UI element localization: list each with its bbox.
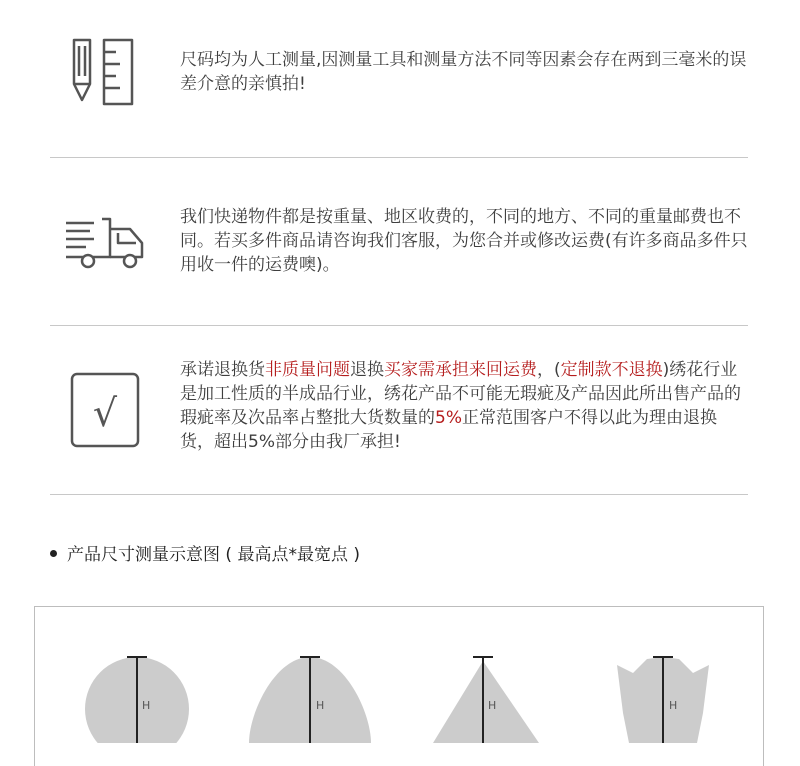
highlight-segment: 定制款不退换	[560, 360, 663, 380]
notice-shipping	[50, 205, 748, 285]
pencil-ruler-icon	[70, 36, 138, 112]
text-segment: ，(	[537, 360, 561, 380]
height-label: H	[316, 699, 325, 712]
highlight-segment: 5%	[435, 408, 462, 428]
section-title-text: 产品尺寸测量示意图 ( 最高点*最宽点 )	[67, 545, 360, 565]
triangle-shape	[431, 653, 541, 743]
delivery-truck-icon	[64, 213, 148, 277]
divider	[50, 157, 748, 158]
text-segment: 正常范围客户不得以此为理由退换货，超出5%部分由我厂承担!	[180, 408, 717, 452]
notice-text: 尺码均为人工测量,因测量工具和测量方法不同等因素会存在两到三毫米的误差介意的亲慎拍!	[180, 50, 747, 94]
section-title	[50, 540, 360, 565]
notice-measurement	[50, 36, 748, 116]
text-segment: )绣花行业是加工性质的半成品行业，绣花产品不可能无瑕疵及产品因此所出售产品的瑕疵率及次品率占整批大货数量的	[180, 360, 741, 428]
text-segment: 承诺退换货	[180, 360, 265, 380]
highlight-segment: 买家需承担来回运费	[384, 360, 537, 380]
bullet-icon	[50, 550, 57, 557]
measurement-diagram	[34, 606, 764, 766]
circle-shape	[81, 653, 193, 743]
notice-returns	[50, 358, 748, 468]
text-segment: 退换	[350, 360, 384, 380]
height-label: H	[669, 699, 678, 712]
divider	[50, 494, 748, 495]
height-label: H	[142, 699, 151, 712]
height-label: H	[488, 699, 497, 712]
shield-shape	[613, 653, 713, 743]
svg-text:√: √	[92, 391, 118, 435]
divider	[50, 325, 748, 326]
notice-text	[180, 358, 750, 454]
highlight-segment: 非质量问题	[265, 360, 350, 380]
checkbox-check-icon	[70, 372, 140, 454]
notice-text: 我们快递物件都是按重量、地区收费的，不同的地方、不同的重量邮费也不同。若买多件商品请咨询我们客服，为您合并或修改运费(有许多商品多件只用收一件的运费噢)。	[180, 207, 748, 275]
egg-shape	[245, 653, 375, 743]
